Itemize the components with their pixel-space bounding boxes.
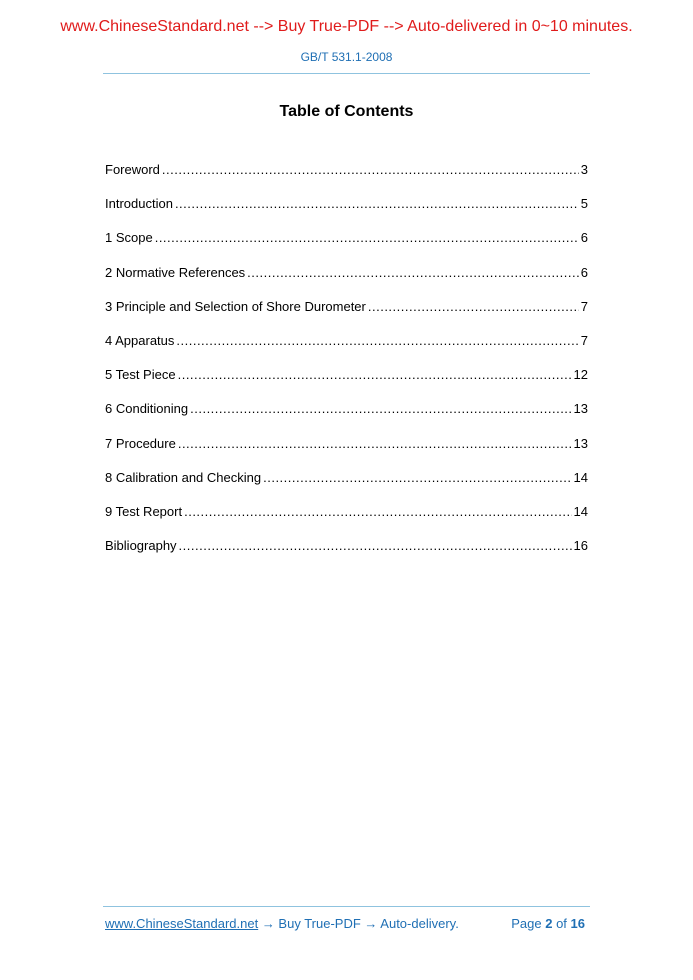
toc-entry-label: 9 Test Report <box>105 503 183 519</box>
toc-leader-dots <box>176 332 578 350</box>
toc-entry-test-piece[interactable] <box>105 366 588 400</box>
toc-leader-dots <box>162 161 579 179</box>
toc-entry-scope[interactable] <box>105 229 588 263</box>
toc-entry-label: 6 Conditioning <box>105 401 189 417</box>
toc-entry-label: 2 Normative References <box>105 264 246 280</box>
footer-promo <box>105 916 459 931</box>
toc-entry-test-report[interactable] <box>105 503 588 537</box>
toc-entry-page: 13 <box>573 435 588 451</box>
toc-entry-foreword[interactable] <box>105 161 588 195</box>
toc-entry-label: Introduction <box>105 196 173 212</box>
of-word: of <box>556 916 567 931</box>
toc-leader-dots <box>263 469 571 487</box>
toc-entry-bibliography[interactable] <box>105 537 588 571</box>
toc-entry-page: 12 <box>573 367 588 383</box>
toc-leader-dots <box>179 537 572 555</box>
toc-leader-dots <box>184 503 571 521</box>
toc-entry-page: 14 <box>573 503 588 519</box>
toc-entry-calibration-checking[interactable] <box>105 469 588 503</box>
toc-entry-page: 7 <box>580 332 588 348</box>
footer-divider <box>103 906 590 907</box>
page-indicator <box>511 916 585 931</box>
current-page-number: 2 <box>545 916 553 931</box>
toc-entry-page: 6 <box>580 230 588 246</box>
toc-entry-page: 5 <box>580 196 588 212</box>
footer-website-link[interactable]: www.ChineseStandard.net <box>105 916 259 931</box>
toc-entry-label: 7 Procedure <box>105 435 176 451</box>
total-pages-number: 16 <box>570 916 585 931</box>
toc-entry-label: 1 Scope <box>105 230 153 246</box>
toc-entry-label: 4 Apparatus <box>105 332 175 348</box>
table-of-contents <box>105 161 588 571</box>
toc-entry-introduction[interactable] <box>105 195 588 229</box>
toc-entry-label: Foreword <box>105 162 160 177</box>
toc-entry-apparatus[interactable] <box>105 332 588 366</box>
document-code: GB/T 531.1-2008 <box>300 50 393 64</box>
toc-entry-page: 3 <box>580 162 588 177</box>
toc-entry-conditioning[interactable] <box>105 400 588 434</box>
toc-leader-dots <box>155 229 579 247</box>
footer-promo-text: → Buy True-PDF → Auto-delivery. <box>258 916 459 931</box>
toc-leader-dots <box>247 264 579 282</box>
toc-entry-normative-references[interactable] <box>105 264 588 298</box>
toc-entry-label: 3 Principle and Selection of Shore Durometer <box>105 298 366 314</box>
toc-entry-page: 7 <box>580 298 588 314</box>
header-divider <box>103 73 590 74</box>
page-word: Page <box>511 916 542 931</box>
toc-leader-dots <box>178 435 572 453</box>
toc-entry-page: 6 <box>580 264 588 280</box>
toc-leader-dots <box>175 195 579 213</box>
toc-entry-principle-selection[interactable] <box>105 298 588 332</box>
toc-entry-procedure[interactable] <box>105 435 588 469</box>
toc-entry-page: 14 <box>573 469 588 485</box>
toc-entry-label: Bibliography <box>105 538 177 554</box>
toc-title: Table of Contents <box>279 103 414 120</box>
toc-leader-dots <box>368 298 579 316</box>
toc-leader-dots <box>178 366 572 384</box>
toc-entry-page: 13 <box>573 401 588 417</box>
toc-entry-label: 8 Calibration and Checking <box>105 469 262 485</box>
toc-leader-dots <box>190 400 571 418</box>
toc-entry-page: 16 <box>573 538 588 554</box>
toc-entry-label: 5 Test Piece <box>105 367 176 383</box>
top-banner[interactable]: www.ChineseStandard.net --> Buy True-PDF --> Auto-delivered in 0~10 minutes. <box>60 18 633 35</box>
